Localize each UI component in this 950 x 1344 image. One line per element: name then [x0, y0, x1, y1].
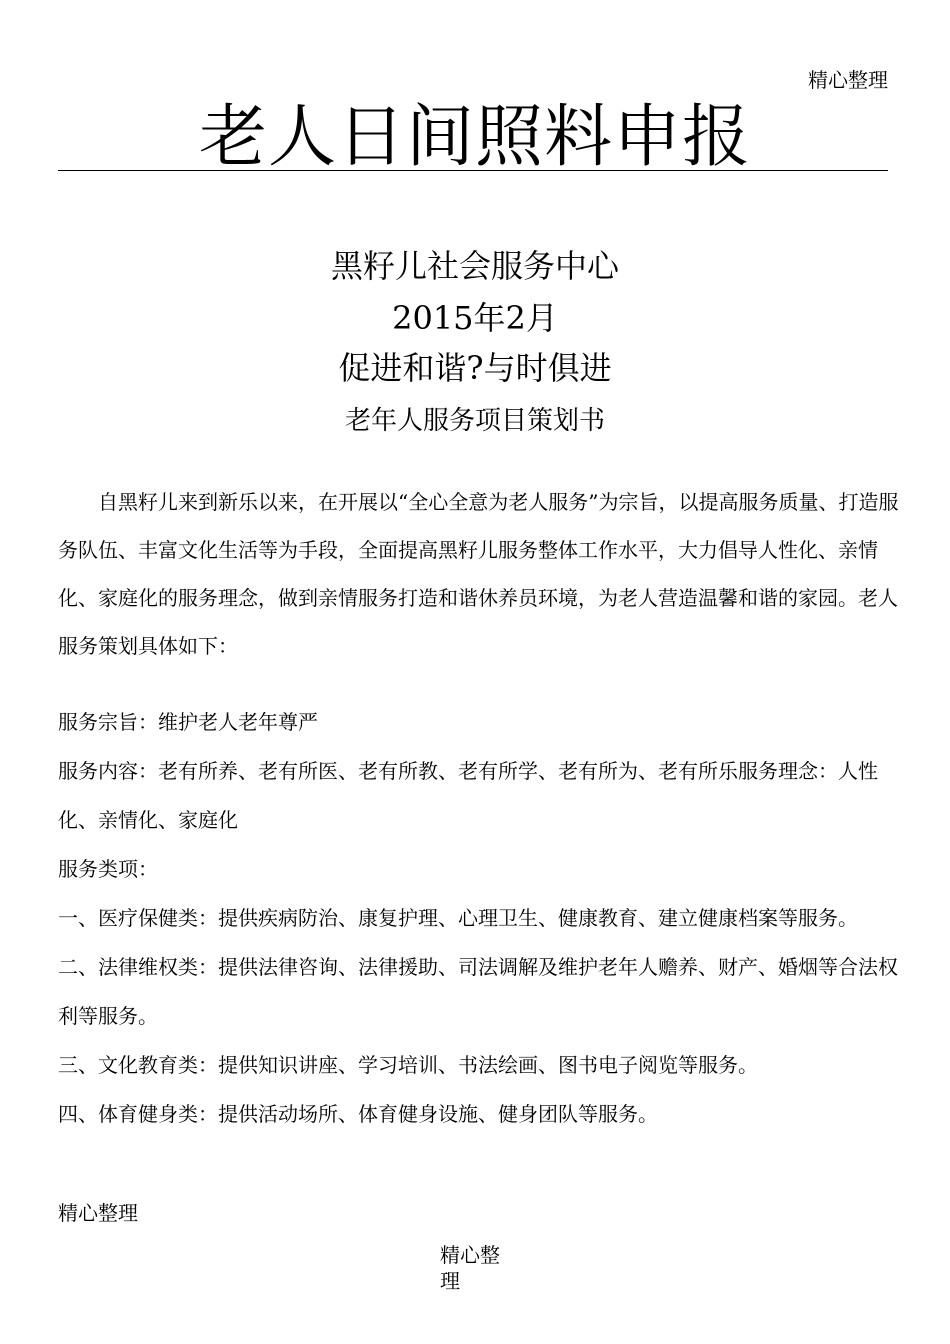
service-details	[58, 698, 910, 1139]
service-categories-label: 服务类项：	[58, 857, 158, 881]
intro-paragraph: 自黑籽儿来到新乐以来，在开展以“全心全意为老人服务”为宗旨，以提高服务质量、打造服务队伍、丰富文化生活等为手段，全面提高黑籽儿服务整体工作水平，大力倡导人性化、亲情化、家庭化的服务理念，做到亲情服务打造和谐休养员环境，为老人营造温馨和谐的家园。老人服务策划具体如下：	[58, 490, 899, 658]
category-item: 四、体育健身类：提供活动场所、体育健身设施、健身团队等服务。	[58, 1102, 658, 1126]
category-item: 三、文化教育类：提供知识讲座、学习培训、书法绘画、图书电子阅览等服务。	[58, 1053, 758, 1077]
document-subtitle: 老年人服务项目策划书	[344, 406, 605, 436]
service-content: 服务内容：老有所养、老有所医、老有所教、老有所学、老有所为、老有所乐服务理念：人性化、亲情化、家庭化	[58, 759, 878, 832]
title-divider	[58, 170, 888, 171]
category-item: 二、法律维权类：提供法律咨询、法律援助、司法调解及维护老年人赡养、财产、婚烟等合法权利等服务。	[58, 955, 898, 1028]
service-purpose: 服务宗旨：维护老人老年尊严	[58, 710, 318, 734]
slogan: 促进和谐?与时俱进	[338, 349, 612, 387]
document-title: 老人日间照料申报	[198, 98, 751, 177]
footer-note: 精心整理	[58, 1201, 138, 1225]
page-mark: 精心整理	[440, 1243, 500, 1293]
category-item: 一、医疗保健类：提供疾病防治、康复护理、心理卫生、健康教育、建立健康档案等服务。	[58, 906, 858, 930]
organization-name: 黑籽儿社会服务中心	[330, 247, 619, 285]
document-date: 2015年2月	[392, 299, 558, 337]
header-note: 精心整理	[808, 68, 888, 92]
